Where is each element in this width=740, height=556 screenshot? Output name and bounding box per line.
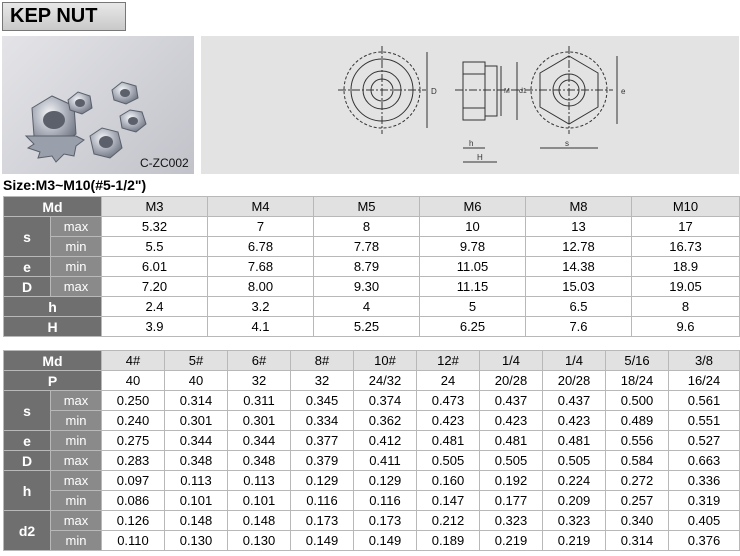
value-cell: 0.344 xyxy=(165,431,228,451)
value-cell: 0.663 xyxy=(669,451,740,471)
dim-D: D xyxy=(431,87,437,96)
value-cell: 7 xyxy=(208,217,314,237)
value-cell: 16.73 xyxy=(632,237,740,257)
md-label: Md xyxy=(4,197,102,217)
param-label: e xyxy=(4,257,51,277)
value-cell: 0.319 xyxy=(669,491,740,511)
value-cell: 0.481 xyxy=(417,431,480,451)
tolerance-label: max xyxy=(51,277,102,297)
value-cell: 10 xyxy=(420,217,526,237)
value-cell: 6.5 xyxy=(526,297,632,317)
value-cell: 0.148 xyxy=(228,511,291,531)
value-cell: 0.336 xyxy=(669,471,740,491)
pitch-cell: 32 xyxy=(291,371,354,391)
value-cell: 0.412 xyxy=(354,431,417,451)
param-label: s xyxy=(4,391,51,431)
value-cell: 0.116 xyxy=(291,491,354,511)
tolerance-label: min xyxy=(51,257,102,277)
spec-row xyxy=(4,471,740,491)
value-cell: 8 xyxy=(314,217,420,237)
value-cell: 0.101 xyxy=(165,491,228,511)
param-label: H xyxy=(4,317,102,337)
nut-small-2 xyxy=(112,82,138,104)
spec-row xyxy=(4,217,740,237)
value-cell: 0.257 xyxy=(606,491,669,511)
size-range: Size:M3~M10(#5-1/2") xyxy=(3,177,147,193)
size-cell: 6# xyxy=(228,351,291,371)
value-cell: 0.561 xyxy=(669,391,740,411)
pitch-cell: 20/28 xyxy=(480,371,543,391)
value-cell: 8.00 xyxy=(208,277,314,297)
value-cell: 0.423 xyxy=(417,411,480,431)
spec-row xyxy=(4,257,740,277)
value-cell: 0.189 xyxy=(417,531,480,551)
spec-row xyxy=(4,431,740,451)
spec-row xyxy=(4,391,740,411)
param-label: s xyxy=(4,217,51,257)
value-cell: 7.6 xyxy=(526,317,632,337)
value-cell: 9.6 xyxy=(632,317,740,337)
dim-s: s xyxy=(565,139,569,148)
kep-nuts-image xyxy=(2,36,194,174)
value-cell: 0.423 xyxy=(543,411,606,431)
pitch-cell: 24 xyxy=(417,371,480,391)
technical-drawing xyxy=(201,36,739,174)
size-cell: M10 xyxy=(632,197,740,217)
value-cell: 0.423 xyxy=(480,411,543,431)
pitch-cell: 32 xyxy=(228,371,291,391)
value-cell: 7.78 xyxy=(314,237,420,257)
dim-M: M xyxy=(504,88,510,95)
value-cell: 0.283 xyxy=(102,451,165,471)
value-cell: 0.314 xyxy=(165,391,228,411)
size-cell: M3 xyxy=(102,197,208,217)
value-cell: 6.25 xyxy=(420,317,526,337)
value-cell: 0.345 xyxy=(291,391,354,411)
size-cell: M8 xyxy=(526,197,632,217)
value-cell: 0.212 xyxy=(417,511,480,531)
value-cell: 0.348 xyxy=(228,451,291,471)
size-cell: 1/4 xyxy=(480,351,543,371)
value-cell: 6.01 xyxy=(102,257,208,277)
value-cell: 0.301 xyxy=(228,411,291,431)
spec-row xyxy=(4,297,740,317)
size-cell: 1/4 xyxy=(543,351,606,371)
size-cell: M4 xyxy=(208,197,314,217)
value-cell: 0.481 xyxy=(480,431,543,451)
spec-row xyxy=(4,277,740,297)
tolerance-label: max xyxy=(51,451,102,471)
value-cell: 0.147 xyxy=(417,491,480,511)
nut-small-1 xyxy=(68,92,92,114)
value-cell: 15.03 xyxy=(526,277,632,297)
param-label: d2 xyxy=(4,511,51,551)
value-cell: 0.473 xyxy=(417,391,480,411)
size-cell: 5/16 xyxy=(606,351,669,371)
value-cell: 5.25 xyxy=(314,317,420,337)
value-cell: 0.275 xyxy=(102,431,165,451)
value-cell: 0.362 xyxy=(354,411,417,431)
value-cell: 0.323 xyxy=(480,511,543,531)
tolerance-label: min xyxy=(51,491,102,511)
value-cell: 0.405 xyxy=(669,511,740,531)
md-label: Md xyxy=(4,351,102,371)
value-cell: 0.505 xyxy=(480,451,543,471)
value-cell: 0.527 xyxy=(669,431,740,451)
pitch-cell: 24/32 xyxy=(354,371,417,391)
side-view xyxy=(455,62,531,162)
tolerance-label: max xyxy=(51,391,102,411)
size-cell: 5# xyxy=(165,351,228,371)
value-cell: 5.32 xyxy=(102,217,208,237)
value-cell: 0.101 xyxy=(228,491,291,511)
value-cell: 5.5 xyxy=(102,237,208,257)
spec-row xyxy=(4,411,740,431)
value-cell: 0.219 xyxy=(543,531,606,551)
tolerance-label: min xyxy=(51,531,102,551)
value-cell: 0.314 xyxy=(606,531,669,551)
spec-row xyxy=(4,451,740,471)
value-cell: 0.584 xyxy=(606,451,669,471)
dim-d1: d1 xyxy=(519,88,527,95)
value-cell: 0.344 xyxy=(228,431,291,451)
pitch-cell: 40 xyxy=(165,371,228,391)
tolerance-label: min xyxy=(51,411,102,431)
value-cell: 0.437 xyxy=(480,391,543,411)
param-label: D xyxy=(4,277,51,297)
pitch-cell: 16/24 xyxy=(669,371,740,391)
tolerance-label: max xyxy=(51,217,102,237)
top-view xyxy=(338,46,437,134)
value-cell: 0.551 xyxy=(669,411,740,431)
value-cell: 0.374 xyxy=(354,391,417,411)
param-label: D xyxy=(4,451,51,471)
value-cell: 19.05 xyxy=(632,277,740,297)
value-cell: 0.301 xyxy=(165,411,228,431)
value-cell: 0.556 xyxy=(606,431,669,451)
size-cell: 12# xyxy=(417,351,480,371)
inch-spec-table xyxy=(3,350,740,551)
dim-e: e xyxy=(621,87,626,96)
value-cell: 0.130 xyxy=(228,531,291,551)
value-cell: 11.05 xyxy=(420,257,526,277)
value-cell: 8 xyxy=(632,297,740,317)
value-cell: 0.097 xyxy=(102,471,165,491)
size-header-row xyxy=(4,351,740,371)
spec-row xyxy=(4,511,740,531)
value-cell: 0.437 xyxy=(543,391,606,411)
tolerance-label: max xyxy=(51,511,102,531)
nut-medium xyxy=(90,128,122,158)
value-cell: 0.113 xyxy=(165,471,228,491)
value-cell: 0.129 xyxy=(354,471,417,491)
size-cell: M6 xyxy=(420,197,526,217)
spec-row xyxy=(4,317,740,337)
value-cell: 0.177 xyxy=(480,491,543,511)
value-cell: 0.113 xyxy=(228,471,291,491)
value-cell: 0.250 xyxy=(102,391,165,411)
page-title: KEP NUT xyxy=(2,2,126,31)
value-cell: 0.173 xyxy=(291,511,354,531)
value-cell: 0.192 xyxy=(480,471,543,491)
value-cell: 0.323 xyxy=(543,511,606,531)
metric-spec-table xyxy=(3,196,740,337)
value-cell: 0.489 xyxy=(606,411,669,431)
size-cell: 3/8 xyxy=(669,351,740,371)
size-cell: 8# xyxy=(291,351,354,371)
value-cell: 0.500 xyxy=(606,391,669,411)
product-photo xyxy=(2,36,194,174)
size-header-row xyxy=(4,197,740,217)
value-cell: 0.481 xyxy=(543,431,606,451)
kep-nut-drawing xyxy=(201,36,739,174)
pitch-cell: 18/24 xyxy=(606,371,669,391)
value-cell: 0.272 xyxy=(606,471,669,491)
value-cell: 11.15 xyxy=(420,277,526,297)
value-cell: 5 xyxy=(420,297,526,317)
value-cell: 0.224 xyxy=(543,471,606,491)
value-cell: 8.79 xyxy=(314,257,420,277)
tolerance-label: min xyxy=(51,431,102,451)
value-cell: 6.78 xyxy=(208,237,314,257)
param-label: h xyxy=(4,297,102,317)
value-cell: 0.126 xyxy=(102,511,165,531)
value-cell: 0.110 xyxy=(102,531,165,551)
value-cell: 0.240 xyxy=(102,411,165,431)
pitch-label: P xyxy=(4,371,102,391)
product-code: C-ZC002 xyxy=(140,156,189,170)
value-cell: 0.219 xyxy=(480,531,543,551)
value-cell: 4.1 xyxy=(208,317,314,337)
value-cell: 0.411 xyxy=(354,451,417,471)
value-cell: 18.9 xyxy=(632,257,740,277)
value-cell: 0.116 xyxy=(354,491,417,511)
value-cell: 3.2 xyxy=(208,297,314,317)
value-cell: 2.4 xyxy=(102,297,208,317)
value-cell: 0.379 xyxy=(291,451,354,471)
dim-h: h xyxy=(469,139,474,148)
value-cell: 0.149 xyxy=(291,531,354,551)
value-cell: 0.505 xyxy=(543,451,606,471)
value-cell: 0.129 xyxy=(291,471,354,491)
dim-H: H xyxy=(477,153,483,162)
value-cell: 0.311 xyxy=(228,391,291,411)
value-cell: 0.340 xyxy=(606,511,669,531)
value-cell: 0.149 xyxy=(354,531,417,551)
size-cell: M5 xyxy=(314,197,420,217)
spec-row xyxy=(4,237,740,257)
value-cell: 0.173 xyxy=(354,511,417,531)
nut-small-3 xyxy=(120,110,146,132)
spec-row xyxy=(4,531,740,551)
value-cell: 4 xyxy=(314,297,420,317)
value-cell: 0.505 xyxy=(417,451,480,471)
size-cell: 10# xyxy=(354,351,417,371)
value-cell: 17 xyxy=(632,217,740,237)
value-cell: 9.78 xyxy=(420,237,526,257)
value-cell: 0.334 xyxy=(291,411,354,431)
bottom-view xyxy=(525,46,626,148)
value-cell: 0.130 xyxy=(165,531,228,551)
value-cell: 0.148 xyxy=(165,511,228,531)
value-cell: 0.209 xyxy=(543,491,606,511)
param-label: e xyxy=(4,431,51,451)
value-cell: 7.68 xyxy=(208,257,314,277)
spec-row xyxy=(4,491,740,511)
pitch-cell: 40 xyxy=(102,371,165,391)
size-cell: 4# xyxy=(102,351,165,371)
value-cell: 14.38 xyxy=(526,257,632,277)
tolerance-label: max xyxy=(51,471,102,491)
value-cell: 13 xyxy=(526,217,632,237)
value-cell: 12.78 xyxy=(526,237,632,257)
pitch-row xyxy=(4,371,740,391)
tolerance-label: min xyxy=(51,237,102,257)
value-cell: 0.376 xyxy=(669,531,740,551)
value-cell: 0.348 xyxy=(165,451,228,471)
value-cell: 3.9 xyxy=(102,317,208,337)
value-cell: 7.20 xyxy=(102,277,208,297)
value-cell: 9.30 xyxy=(314,277,420,297)
value-cell: 0.086 xyxy=(102,491,165,511)
pitch-cell: 20/28 xyxy=(543,371,606,391)
param-label: h xyxy=(4,471,51,511)
value-cell: 0.377 xyxy=(291,431,354,451)
value-cell: 0.160 xyxy=(417,471,480,491)
